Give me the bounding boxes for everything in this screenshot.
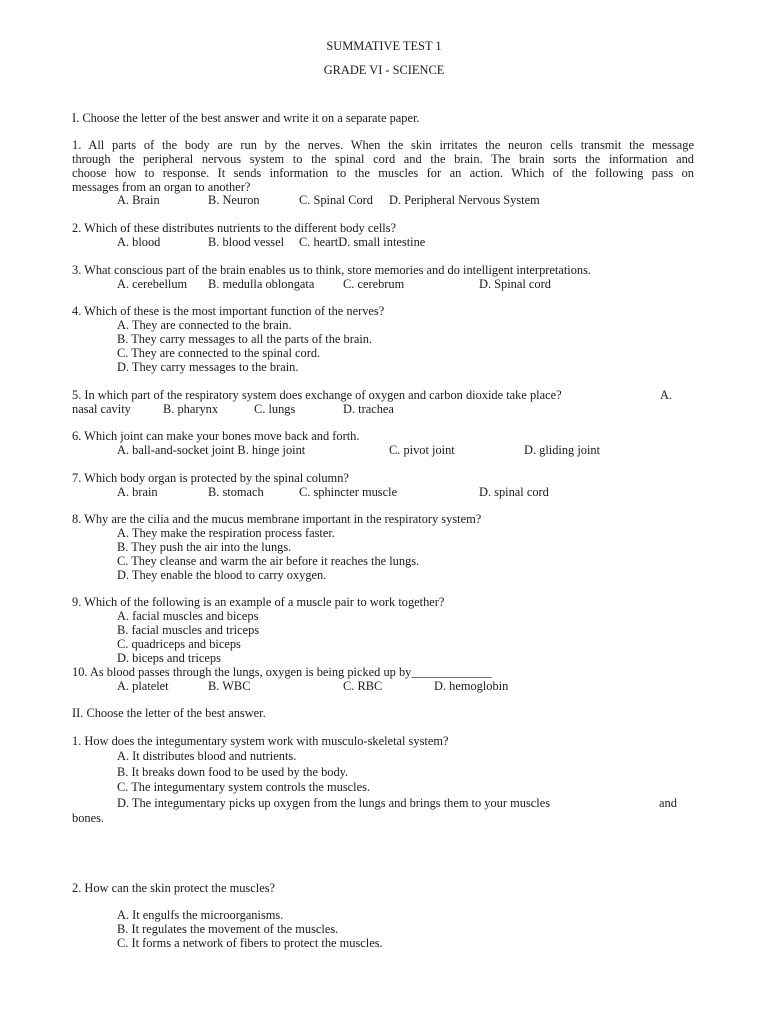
p2-q1-choice-a: A. It distributes blood and nutrients. <box>117 749 297 763</box>
p2-q2-choice-c: C. It forms a network of fibers to protect the muscles. <box>117 936 383 950</box>
p1-q7-choice-a: A. brain <box>117 485 158 499</box>
p2-q1-choice-d-wrap: bones. <box>72 811 105 825</box>
p1-q6-choice-ab: A. ball-and-socket joint B. hinge joint <box>117 443 306 457</box>
p1-q1-line4: messages from an organ to another? <box>72 180 251 194</box>
p1-q6-choice-c: C. pivot joint <box>389 443 455 457</box>
p1-q5-choice-d: D. trachea <box>343 402 394 416</box>
p1-q10-choice-c: C. RBC <box>343 679 383 693</box>
p1-q2-choice-b: B. blood vessel <box>208 235 285 249</box>
p1-q3-text: 3. What conscious part of the brain enables us to think, store memories and do intelligent interpretations. <box>72 263 592 277</box>
p1-q4-text: 4. Which of these is the most important function of the nerves? <box>72 304 385 318</box>
p1-q10-choice-d: D. hemoglobin <box>434 679 509 693</box>
p1-q1-line2: through the peripheral nervous system to the spinal cord and the brain. The brain sorts the information and <box>72 152 694 166</box>
p1-q1-line1: 1. All parts of the body are run by the nerves. When the skin irritates the neuron cells transmit the message <box>72 138 694 152</box>
p1-q1-choice-b: B. Neuron <box>208 193 260 207</box>
p2-q1-choice-b: B. It breaks down food to be used by the body. <box>117 765 349 779</box>
part2-instruction: II. Choose the letter of the best answer. <box>72 706 266 720</box>
p1-q7-choice-c: C. sphincter muscle <box>299 485 398 499</box>
p1-q3-choice-b: B. medulla oblongata <box>208 277 315 291</box>
p1-q7-choice-b: B. stomach <box>208 485 264 499</box>
p1-q9-choice-a: A. facial muscles and biceps <box>117 609 259 623</box>
p1-q5-choice-b: B. pharynx <box>163 402 219 416</box>
p1-q5-choice-a-letter: A. <box>660 388 673 402</box>
p1-q8-text: 8. Why are the cilia and the mucus membrane important in the respiratory system? <box>72 512 482 526</box>
p1-q9-choice-d: D. biceps and triceps <box>117 651 221 665</box>
p1-q4-choice-c: C. They are connected to the spinal cord. <box>117 346 321 360</box>
p1-q8-choice-a: A. They make the respiration process faster. <box>117 526 335 540</box>
p1-q10-text: 10. As blood passes through the lungs, oxygen is being picked up by_____________ <box>72 665 492 679</box>
p1-q1-choice-d: D. Peripheral Nervous System <box>389 193 540 207</box>
p1-q10-choice-a: A. platelet <box>117 679 169 693</box>
p1-q4-choice-b: B. They carry messages to all the parts of the brain. <box>117 332 373 346</box>
p1-q7-text: 7. Which body organ is protected by the spinal column? <box>72 471 349 485</box>
p1-q1-choice-a: A. Brain <box>117 193 160 207</box>
p2-q2-text: 2. How can the skin protect the muscles? <box>72 881 276 895</box>
p1-q7-choice-d: D. spinal cord <box>479 485 549 499</box>
p1-q9-choice-b: B. facial muscles and triceps <box>117 623 260 637</box>
p2-q1-choice-d-cont: and <box>659 796 677 810</box>
p2-q1-choice-c: C. The integumentary system controls the muscles. <box>117 780 371 794</box>
p1-q8-choice-d: D. They enable the blood to carry oxygen. <box>117 568 327 582</box>
p1-q3-choice-c: C. cerebrum <box>343 277 405 291</box>
p1-q9-choice-c: C. quadriceps and biceps <box>117 637 241 651</box>
p1-q8-choice-b: B. They push the air into the lungs. <box>117 540 292 554</box>
test-subtitle: GRADE VI - SCIENCE <box>323 63 445 77</box>
p2-q2-choice-b: B. It regulates the movement of the muscles. <box>117 922 339 936</box>
p1-q1-line3: choose how to response. It sends information to the muscles for an action. Which of the following pass on <box>72 166 694 180</box>
p1-q2-choice-c: C. heartD. small intestine <box>299 235 426 249</box>
p1-q5-choice-c: C. lungs <box>254 402 296 416</box>
p1-q1-choice-c: C. Spinal Cord <box>299 193 374 207</box>
p1-q6-text: 6. Which joint can make your bones move back and forth. <box>72 429 360 443</box>
p1-q2-choice-a: A. blood <box>117 235 161 249</box>
p1-q8-choice-c: C. They cleanse and warm the air before it reaches the lungs. <box>117 554 420 568</box>
p1-q4-choice-a: A. They are connected to the brain. <box>117 318 292 332</box>
p1-q3-choice-a: A. cerebellum <box>117 277 188 291</box>
p2-q2-choice-a: A. It engulfs the microorganisms. <box>117 908 284 922</box>
p1-q4-choice-d: D. They carry messages to the brain. <box>117 360 299 374</box>
p1-q9-text: 9. Which of the following is an example of a muscle pair to work together? <box>72 595 445 609</box>
part1-instruction: I. Choose the letter of the best answer and write it on a separate paper. <box>72 111 420 125</box>
p1-q10-choice-b: B. WBC <box>208 679 251 693</box>
p1-q3-choice-d: D. Spinal cord <box>479 277 551 291</box>
p2-q1-text: 1. How does the integumentary system work with musculo-skeletal system? <box>72 734 449 748</box>
p1-q6-choice-d: D. gliding joint <box>524 443 601 457</box>
p1-q5-choice-a: nasal cavity <box>72 402 131 416</box>
test-title: SUMMATIVE TEST 1 <box>326 39 442 53</box>
p1-q5-text: 5. In which part of the respiratory system does exchange of oxygen and carbon dioxide take place? <box>72 388 562 402</box>
p2-q1-choice-d: D. The integumentary picks up oxygen from the lungs and brings them to your muscles <box>117 796 551 810</box>
p1-q2-text: 2. Which of these distributes nutrients to the different body cells? <box>72 221 397 235</box>
